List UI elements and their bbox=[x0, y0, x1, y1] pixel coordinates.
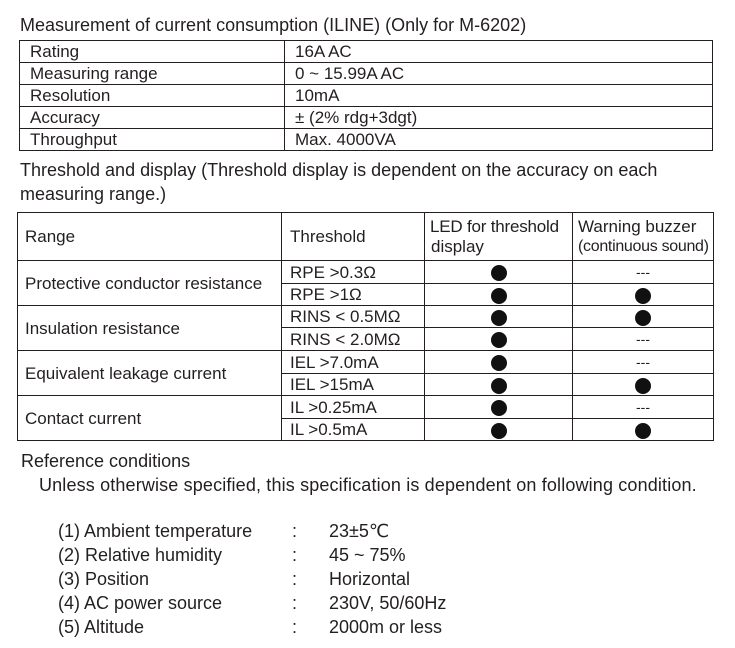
led-cell bbox=[425, 396, 573, 419]
buzzer-cell bbox=[573, 419, 714, 441]
reference-paragraph: Unless otherwise specified, this specification is dependent on following condition. bbox=[39, 475, 697, 495]
buzzer-on-indicator bbox=[635, 288, 651, 304]
condition-separator: : bbox=[292, 617, 298, 637]
header-led bbox=[425, 213, 573, 261]
condition-separator: : bbox=[292, 569, 298, 589]
led-on-indicator bbox=[491, 355, 507, 371]
condition-value: 23±5℃ bbox=[329, 521, 390, 541]
led-on-indicator bbox=[491, 400, 507, 416]
table-row bbox=[18, 351, 714, 374]
threshold-cell: RPE >1Ω bbox=[282, 284, 425, 306]
table-row bbox=[18, 306, 714, 328]
condition-label: (5) Altitude bbox=[58, 617, 145, 637]
table-row bbox=[20, 129, 713, 151]
spec-label: Resolution bbox=[20, 85, 285, 107]
buzzer-off-indicator: --- bbox=[636, 331, 650, 347]
condition-separator: : bbox=[292, 593, 298, 613]
buzzer-cell bbox=[573, 284, 714, 306]
spec-value: 0 ~ 15.99A AC bbox=[285, 63, 713, 85]
condition-separator: : bbox=[292, 545, 298, 565]
condition-label: (2) Relative humidity bbox=[58, 545, 223, 565]
range-cell: Contact current bbox=[18, 396, 282, 441]
threshold-heading-line2: measuring range.) bbox=[20, 184, 167, 204]
table-row bbox=[18, 396, 714, 419]
buzzer-on-indicator bbox=[635, 423, 651, 439]
condition-label: (3) Position bbox=[58, 569, 150, 589]
buzzer-cell bbox=[573, 328, 714, 351]
header-buzzer-line1: Warning buzzer bbox=[578, 216, 697, 236]
table-row bbox=[20, 41, 713, 63]
threshold-heading-line1: Threshold and display (Threshold display is dependent on the accuracy on each bbox=[20, 160, 658, 180]
buzzer-on-indicator bbox=[635, 310, 651, 326]
measurement-heading: Measurement of current consumption (ILINE) (Only for M-6202) bbox=[20, 15, 527, 35]
header-buzzer bbox=[573, 213, 714, 261]
threshold-cell: RPE >0.3Ω bbox=[282, 261, 425, 284]
led-cell bbox=[425, 328, 573, 351]
buzzer-cell bbox=[573, 351, 714, 374]
spec-value: ± (2% rdg+3dgt) bbox=[285, 107, 713, 129]
led-on-indicator bbox=[491, 332, 507, 348]
spec-label: Accuracy bbox=[20, 107, 285, 129]
threshold-cell: IEL >15mA bbox=[282, 374, 425, 396]
spec-value: 16A AC bbox=[285, 41, 713, 63]
threshold-table bbox=[17, 212, 714, 441]
reference-title: Reference conditions bbox=[21, 451, 191, 471]
threshold-cell: IL >0.25mA bbox=[282, 396, 425, 419]
condition-value: Horizontal bbox=[329, 569, 411, 589]
range-cell: Protective conductor resistance bbox=[18, 261, 282, 306]
led-cell bbox=[425, 374, 573, 396]
table-row bbox=[18, 261, 714, 284]
condition-value: 230V, 50/60Hz bbox=[329, 593, 447, 613]
spec-label: Measuring range bbox=[20, 63, 285, 85]
condition-label: (4) AC power source bbox=[58, 593, 223, 613]
buzzer-cell bbox=[573, 396, 714, 419]
header-led-line2: display bbox=[431, 236, 484, 256]
header-range: Range bbox=[18, 213, 282, 261]
table-row bbox=[20, 85, 713, 107]
led-cell bbox=[425, 306, 573, 328]
led-on-indicator bbox=[491, 378, 507, 394]
header-buzzer-line2: (continuous sound) bbox=[578, 237, 709, 255]
led-on-indicator bbox=[491, 265, 507, 281]
spec-label: Rating bbox=[20, 41, 285, 63]
condition-value: 2000m or less bbox=[329, 617, 443, 637]
threshold-cell: IL >0.5mA bbox=[282, 419, 425, 441]
condition-separator: : bbox=[292, 521, 298, 541]
led-cell bbox=[425, 351, 573, 374]
threshold-cell: RINS < 0.5MΩ bbox=[282, 306, 425, 328]
spec-value: 10mA bbox=[285, 85, 713, 107]
buzzer-off-indicator: --- bbox=[636, 264, 650, 280]
buzzer-cell bbox=[573, 306, 714, 328]
led-cell bbox=[425, 284, 573, 306]
table-row bbox=[20, 63, 713, 85]
led-cell bbox=[425, 419, 573, 441]
threshold-cell: RINS < 2.0MΩ bbox=[282, 328, 425, 351]
threshold-cell: IEL >7.0mA bbox=[282, 351, 425, 374]
header-threshold: Threshold bbox=[282, 213, 425, 261]
led-on-indicator bbox=[491, 288, 507, 304]
table-header-row bbox=[18, 213, 714, 261]
buzzer-cell bbox=[573, 261, 714, 284]
buzzer-off-indicator: --- bbox=[636, 399, 650, 415]
condition-label: (1) Ambient temperature bbox=[58, 521, 253, 541]
header-led-line1: LED for threshold bbox=[430, 216, 559, 236]
current-consumption-table bbox=[19, 40, 713, 151]
range-cell: Insulation resistance bbox=[18, 306, 282, 351]
buzzer-cell bbox=[573, 374, 714, 396]
table-row bbox=[20, 107, 713, 129]
led-on-indicator bbox=[491, 423, 507, 439]
buzzer-on-indicator bbox=[635, 378, 651, 394]
spec-value: Max. 4000VA bbox=[285, 129, 713, 151]
range-cell: Equivalent leakage current bbox=[18, 351, 282, 396]
spec-label: Throughput bbox=[20, 129, 285, 151]
condition-value: 45 ~ 75% bbox=[329, 545, 406, 565]
led-on-indicator bbox=[491, 310, 507, 326]
led-cell bbox=[425, 261, 573, 284]
buzzer-off-indicator: --- bbox=[636, 354, 650, 370]
